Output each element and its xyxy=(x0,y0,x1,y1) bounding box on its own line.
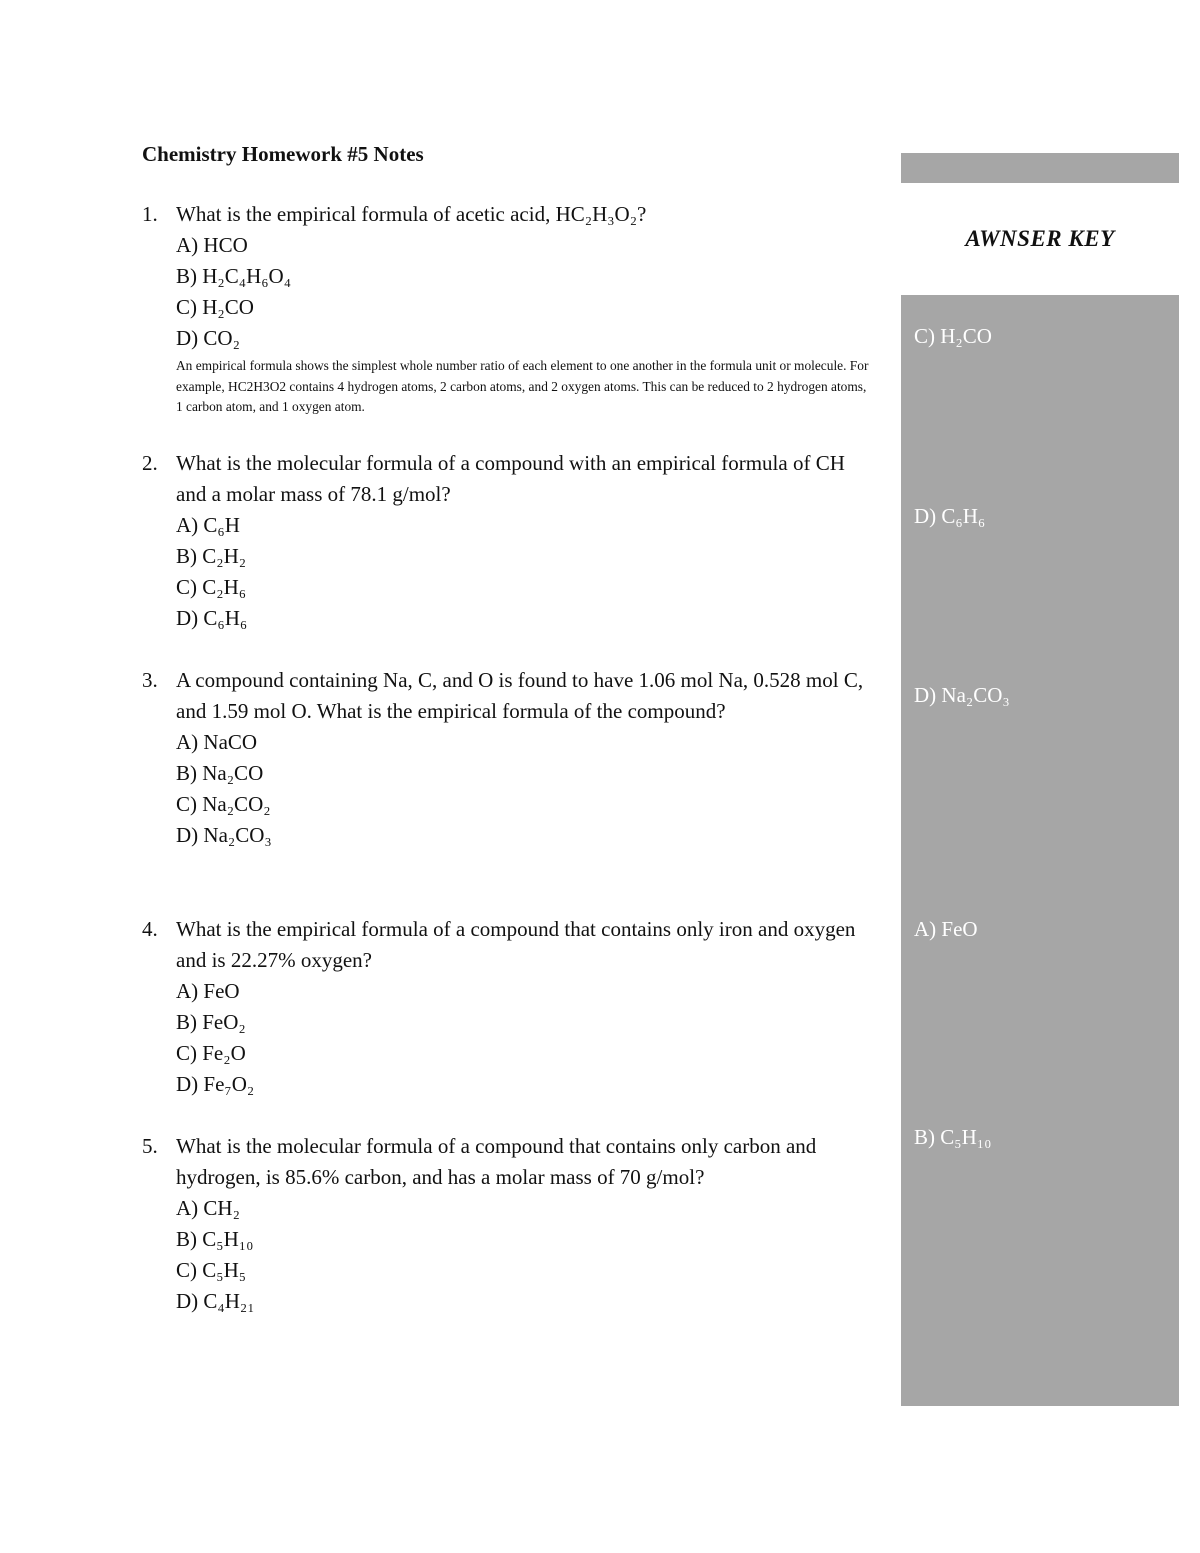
question-number: 3. xyxy=(142,668,158,692)
question-4 xyxy=(142,914,872,1100)
option-a: A) FeO xyxy=(176,979,240,1003)
option-b: B) C₂H₂ xyxy=(176,544,247,568)
answer-key-header-bar xyxy=(901,153,1179,183)
question-stem: What is the molecular formula of a compound with an empirical formula of CH and a molar mass of 78.1 g/mol? xyxy=(176,451,845,506)
option-a: A) NaCO xyxy=(176,730,258,754)
question-stem: What is the empirical formula of a compound that contains only iron and oxygen and is 22.27% oxygen? xyxy=(176,917,856,972)
question-number: 4. xyxy=(142,917,158,941)
option-d: D) Fe₇O₂ xyxy=(176,1072,255,1096)
answer-4: A) FeO xyxy=(914,917,978,941)
option-b: B) C₅H₁₀ xyxy=(176,1227,254,1251)
option-c: C) Fe₂O xyxy=(176,1041,246,1065)
question-2 xyxy=(142,448,872,634)
question-1 xyxy=(142,199,872,418)
option-d: D) CO₂ xyxy=(176,326,240,350)
explanation-note: An empirical formula shows the simplest whole number ratio of each element to one another in the formula unit or molecule. For example, HC2H3O2 contains 4 hydrogen atoms, 2 carbon atoms, and 2 oxygen atoms. This can be reduced to 2 hydrogen atoms, 1 carbon atom, and 1 oxygen atom. xyxy=(176,358,869,414)
answer-3: D) Na₂CO₃ xyxy=(914,683,1010,707)
option-b: B) H₂C₄H₆O₄ xyxy=(176,264,292,288)
question-stem: What is the empirical formula of acetic acid, HC₂H₃O₂? xyxy=(176,202,647,226)
answer-key-panel xyxy=(901,295,1179,1406)
option-b: B) FeO₂ xyxy=(176,1010,246,1034)
question-5 xyxy=(142,1131,872,1317)
option-d: D) C₄H₂₁ xyxy=(176,1289,255,1313)
question-3 xyxy=(142,665,872,851)
option-c: C) C₅H₅ xyxy=(176,1258,247,1282)
option-a: A) C₆H xyxy=(176,513,240,537)
question-number: 5. xyxy=(142,1134,158,1158)
option-a: A) CH₂ xyxy=(176,1196,240,1220)
option-c: C) Na₂CO₂ xyxy=(176,792,271,816)
question-number: 1. xyxy=(142,202,158,226)
option-d: D) C₆H₆ xyxy=(176,606,248,630)
answer-2: D) C₆H₆ xyxy=(914,504,986,528)
option-d: D) Na₂CO₃ xyxy=(176,823,272,847)
option-b: B) Na₂CO xyxy=(176,761,264,785)
page-title: Chemistry Homework #5 Notes xyxy=(142,142,424,166)
option-c: C) H₂CO xyxy=(176,295,254,319)
question-stem: What is the molecular formula of a compound that contains only carbon and hydrogen, is 85.6% carbon, and has a molar mass of 70 g/mol? xyxy=(176,1134,817,1189)
answer-1: C) H₂CO xyxy=(914,324,992,348)
answer-5: B) C₅H₁₀ xyxy=(914,1125,992,1149)
question-number: 2. xyxy=(142,451,158,475)
option-c: C) C₂H₆ xyxy=(176,575,247,599)
question-stem: A compound containing Na, C, and O is found to have 1.06 mol Na, 0.528 mol C, and 1.59 mol O. What is the empirical formula of the compound? xyxy=(176,668,864,723)
option-a: A) HCO xyxy=(176,233,248,257)
answer-key-title: AWNSER KEY xyxy=(965,226,1115,251)
